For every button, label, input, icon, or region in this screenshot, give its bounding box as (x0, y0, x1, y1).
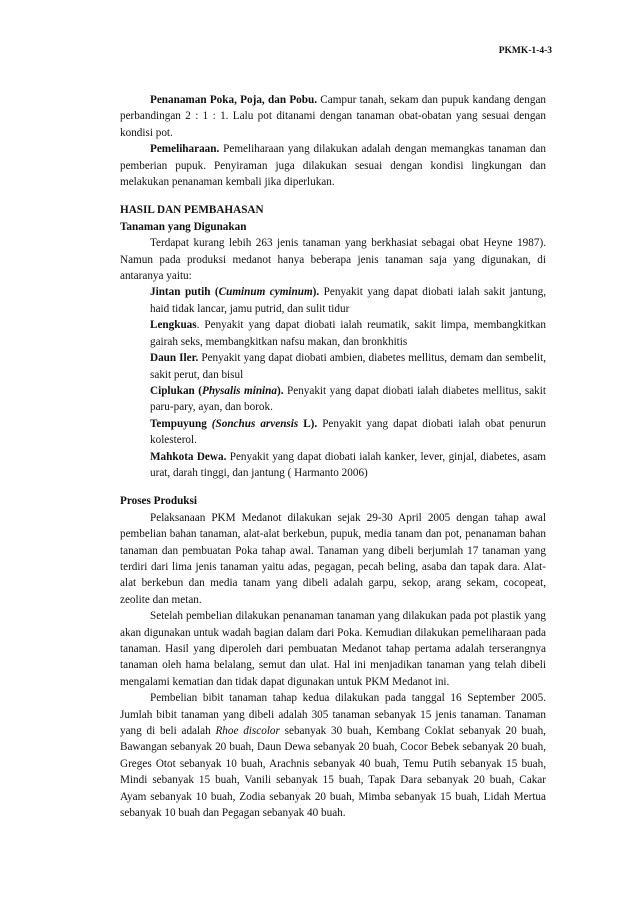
plant-list (150, 284, 546, 481)
plant-close: . (196, 319, 200, 332)
paragraph-text: Pemeliharaan yang dilakukan adalah dengan memangkas tanaman dan pemberian pupuk. Penyiraman juga dilakukan sesuai dengan kondisi lingkungan dan melakukan penanaman kembali jika diperlukan. (120, 143, 546, 189)
paragraph-text: Pembelian bibit tanaman tahap kedua dilakukan pada tanggal 16 September 2005. Jumlah bibit tanaman yang dibeli adalah 305 tanaman sebanyak 15 jenis tanaman. Tanaman yang di beli adalah (120, 692, 546, 738)
paragraph-title: Penanaman Poka, Poja, dan Pobu. (150, 94, 318, 106)
plant-desc: Penyakit yang dapat diobati ialah obat penurun kolesterol. (150, 417, 547, 447)
plant-latin: Physalis minina (202, 384, 277, 397)
paragraph-tanaman: Terdapat kurang lebih 263 jenis tanaman yang berkhasiat sebagai obat Heyne 1987). Namun pada produksi medanot hanya beberapa jenis tanaman saja yang digunakan, di antaranya yaitu: (120, 237, 546, 283)
plant-desc: Penyakit yang dapat diobati ialah diabetes mellitus, sakit paru-pary, ayan, dan borok. (150, 384, 546, 414)
plant-close: ). (276, 384, 284, 397)
subsection-heading: Proses Produksi (120, 495, 197, 508)
plant-name: Ciplukan ( (150, 384, 202, 397)
document-body (120, 92, 546, 821)
paragraph-text: sebanyak 30 buah, Kembang Coklat sebanyak 20 buah, Bawangan sebanyak 20 buah, Daun Dewa sebanyak 20 buah, Cocor Bebek sebanyak 20 buah, Greges Otot sebanyak 10 buah, Arachnis sebanyak 40 buah, Temu Putih sebanyak 15 buah, Mindi sebanyak 15 buah, Vanili sebanyak 15 buah, Tapak Dara sebanyak 20 buah, Cakar Ayam sebanyak 10 buah, Zodia sebanyak 20 buah, Mimba sebanyak 15 buah, Lidah Mertua sebanyak 10 buah dan Pegagan sebanyak 40 buah. (120, 725, 546, 820)
plant-close: L). (298, 417, 318, 430)
paragraph-penanaman (120, 92, 546, 141)
paragraph-pelaksanaan: Pelaksanaan PKM Medanot dilakukan sejak 29-30 April 2005 dengan tahap awal pembelian bahan tanaman, alat-alat berkebun, pupuk, media tanam dan pot, penanaman bahan tanaman dan pembuatan Poka tahap awal. Tanaman yang dibeli berjumlah 17 tanaman yang terdiri dari lima jenis tanaman yaitu adas, pegagan, pecah beling, asaba dan tapak dara. Alat-alat berkebun dan media tanam yang dibeli adalah garpu, sekop, arang sekam, cocopeat, zeolite dan metan. (120, 511, 546, 606)
plant-name: Mahkota Dewa. (150, 450, 227, 463)
subsection-heading: Tanaman yang Digunakan (120, 220, 247, 233)
plant-close: ). (312, 286, 320, 299)
plant-desc: Penyakit yang dapat diobati ialah kanker, lever, ginjal, diabetes, asam urat, darah tinggi, dan jantung ( Harmanto 2006) (150, 450, 546, 479)
paragraph-text: Campur tanah, sekam dan pupuk kandang dengan perbandingan 2 : 1 : 1. Lalu pot ditanami dengan tanaman obat-obatan yang sesuai dengan kondisi pot. (120, 94, 546, 139)
latin-name: Rhoe discolor (215, 725, 280, 738)
plant-item (150, 317, 546, 350)
plant-name: Tempuyung (150, 417, 212, 430)
page-code: PKMK-1-4-3 (498, 46, 552, 56)
plant-desc: Penyakit yang dapat diobati ialah reumatik, sakit limpa, membangkitkan gairah seks, membangkitkan nafsu makan, dan bronkhitis (150, 319, 546, 348)
section-heading: HASIL DAN PEMBAHASAN (120, 204, 264, 217)
plant-latin: (Sonchus arvensis (211, 417, 299, 430)
plant-name: Jintan putih ( (150, 286, 219, 299)
paragraph-pembelian (120, 690, 546, 821)
paragraph-setelah: Setelah pembelian dilakukan penanaman tanaman yang dilakukan pada pot plastik yang akan digunakan untuk wadah bagian dalam dari Poka. Kemudian dilakukan pemeliharaan pada tanaman. Hasil yang diperoleh dari pembuatan Medanot tahap pertama adalah terserangnya tanaman oleh hama belalang, semut dan ulat. Hal ini menjadikan tanaman yang telah dibeli mengalami kematian dan tidak dapat digunakan untuk PKM Medanot ini. (120, 610, 546, 688)
paragraph-pemeliharaan (120, 141, 546, 190)
paragraph-title: Pemeliharaan. (150, 143, 220, 156)
plant-latin: Cuminum cyminum (218, 286, 313, 299)
plant-item (150, 383, 546, 416)
plant-name: Lengkuas (150, 319, 197, 332)
plant-desc: Penyakit yang dapat diobati ambien, diabetes mellitus, demam dan sembelit, sakit perut, dan bisul (150, 352, 546, 381)
plant-item (150, 350, 546, 383)
plant-item (150, 416, 546, 449)
plant-item (150, 284, 546, 317)
plant-name: Daun Iler. (150, 352, 199, 365)
plant-desc: Penyakit yang dapat diobati ialah sakit jantung, haid tidak lancar, jamu putrid, dan sulit tidur (150, 286, 546, 315)
plant-item (150, 449, 546, 482)
